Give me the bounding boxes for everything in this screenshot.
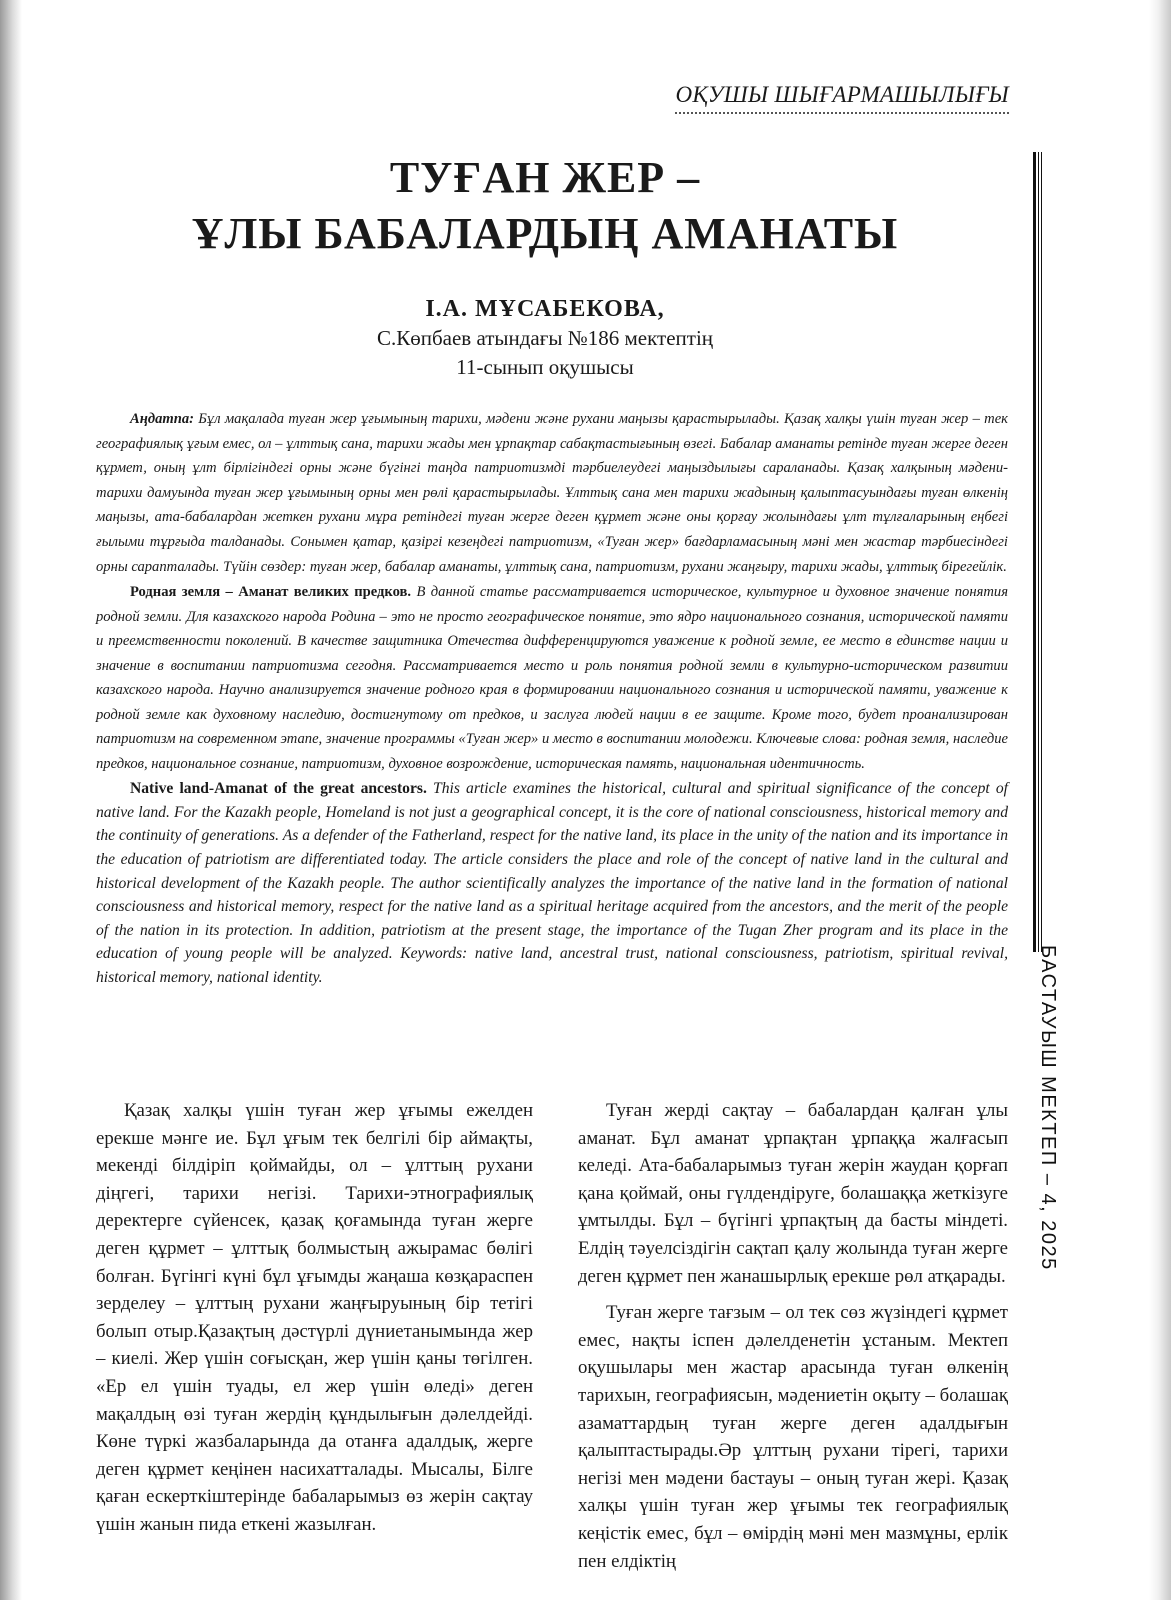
decorative-vertical-rule [1033, 152, 1043, 952]
author-affiliation-school: С.Көпбаев атындағы №186 мектептің [376, 326, 714, 350]
title-line-1: ТУҒАН ЖЕР – [389, 153, 701, 202]
title-line-2: ҰЛЫ БАБАЛАРДЫҢ АМАНАТЫ [191, 209, 899, 258]
body-paragraph: Қазақ халқы үшін туған жер ұғымы ежелден ерекше мәнге ие. Бұл ұғым тек белгілі бір аймақты, мекенді білдіріп қоймайды, ол – ұлттың рухани діңгегі, тарихи негізі. Тарихи-этнографиялық деректерге сүйенсек, қазақ қоғамында туған жерге деген құрмет – ұлттық болмыстың ажырамас бөлігі болған. Бүгінгі күні бұл ұғымды жаңаша көзқараспен зерделеу – ұлттың рухани жаңғыруының бір тетігі болып отыр.Қазақтың дәстүрлі дүниетанымында жер – киелі. Жер үшін соғысқан, жер үшін қаны төгілген. «Ер ел үшін туады, ел жер үшін өледі» деген мақалдың өзі туған жердің құндылығын дәлелдейді. Көне түркі жазбаларында да отанға адалдық, жерге деген құрмет кеңінен насихатталады. Мысалы, Білге қаған ескерткіштерінде бабаларымыз өз жерін сақтау үшін жанын пида еткені жазылған. [96, 1100, 533, 1535]
abstract-kazakh-text: Бұл мақалада туған жер ұғымының тарихи, мәдени және рухани маңызы қарастырылады. Қазақ халқы үшін туған жер – тек географиялық ұғым емес, ол – ұлттық сана, тарихи жады мен ұрпақтар сабақтастығының өзегі. Бабалар аманаты ретінде туған жерге деген құрмет, оның ұлт бірлігіндегі орны және бүгінгі таңда патриотизмді тәрбиелеудегі маңыздылығы сараланады. Қазақ халқының мәдени-тарихи дамуында туған жер ұғымының орны мен рөлі қарастырылады. Ұлттық сана мен тарихи жадының қалыптасуындағы туған өлкенің маңызы, ата-бабалардан жеткен рухани мұра ретіндегі туған жерге деген құрмет және оны қорғау жолындағы ұлт тұлғаларының еңбегі ғылыми тұрғыда талданады. Сонымен қатар, қазіргі кезеңдегі патриотизм, «Туған жер» бағдарламасының мәні мен жастар тәрбиесіндегі орны сарапталады. Түйін сөздер: туған жер, бабалар аманаты, ұлттық сана, патриотизм, рухани жаңғыру, тарихи жады, ұлттық бірегейлік. [96, 411, 1008, 575]
abstract-english [96, 777, 1008, 989]
body-paragraph: Туған жерді сақтау – бабалардан қалған ұлы аманат. Бұл аманат ұрпақтан ұрпаққа жалғасып келеді. Ата-бабаларымыз туған жерін жаудан қорғап қана қоймай, оны гүлдендіруге, болашаққа жеткізуге ұмтылды. Бұл – бүгінгі ұрпақтың да басты міндеті. Елдің тәуелсіздігін сақтап қалу жолында туған жерге деген құрмет пен жанашырлық ерекше рөл атқарады. [578, 1100, 1008, 1287]
article-title [96, 150, 994, 262]
abstract-russian [96, 580, 1008, 776]
section-header: ОҚУШЫ ШЫҒАРМАШЫЛЫҒЫ [675, 82, 1009, 114]
abstract-kazakh [96, 407, 1008, 579]
author-affiliation-grade: 11-сынып оқушысы [456, 355, 634, 379]
abstract-kazakh-lead: Аңдатпа: [130, 411, 194, 427]
body-paragraph: Туған жерге тағзым – ол тек сөз жүзіндегі құрмет емес, нақты іспен дәлелденетін ұстаным. Мектеп оқушылары мен жастар арасында туған өлкенің тарихын, географиясын, мәдениетін оқыту – болашақ азаматтардың туған жерге деген адалдығын қалыптастырады.Әр ұлттың рухани тірегі, тарихи негізі мен мәдени бастауы – оның туған жері. Қазақ халқы үшін туған жер ұғымы тек географиялық кеңістік емес, бұл – өмірдің мәні мен мазмұны, ерлік пен елдіктің [578, 1302, 1008, 1572]
abstract-english-text: This article examines the historical, cultural and spiritual significance of the concept of native land. For the Kazakh people, Homeland is not just a geographical concept, it is the core of national consciousness, historical memory and the continuity of generations. As a defender of the Fatherland, respect for the native land, its place in the unity of the nation and its importance in the education of patriotism are differentiated today. The article considers the place and role of the concept of native land in the cultural and historical development of the Kazakh people. The author scientifically analyzes the importance of the native land in the formation of national consciousness and historical memory, respect for the native land as a spiritual heritage acquired from the ancestors, and the merit of the people of the nation in its protection. In addition, patriotism at the present stage, the importance of the Tugan Zher program and its place in the education of young people will be analyzed. Keywords: native land, ancestral trust, national consciousness, patriotism, spiritual revival, historical memory, national identity. [96, 780, 1008, 986]
body-column-right [578, 1097, 1008, 1575]
author-block [96, 295, 994, 382]
body-column-left [96, 1097, 533, 1539]
page-edge-shadow-left [0, 0, 22, 1600]
author-name: І.А. МҰСАБЕКОВА, [425, 296, 665, 322]
abstract-english-lead: Native land-Amanat of the great ancestors. [130, 780, 427, 798]
abstract-russian-text: В данной статье рассматривается историческое, культурное и духовное значение понятия родной земли. Для казахского народа Родина – это не просто географическое понятие, это ядро национального сознания, исторической памяти и преемственности поколений. В качестве защитника Отечества дифференцируются уважение к родной земле, ее место в единстве нации и значение в воспитании патриотизма сегодня. Рассматривается место и роль понятия родной земли в культурно-историческом развитии казахского народа. Научно анализируется значение родного края в формировании национального сознания и исторической памяти, уважение к родной земле как духовному наследию, достигнутому от предков, и заслуга людей нации в ее защите. Кроме того, будет проанализирован патриотизм на современном этапе, значение программы «Туған жер» и место в воспитании молодежи. Ключевые слова: родная земля, наследие предков, национальное сознание, патриотизм, духовное возрождение, историческая память, национальная идентичность. [96, 584, 1008, 772]
abstract-russian-lead: Родная земля – Аманат великих предков. [130, 584, 412, 601]
journal-issue-label: БАСТАУЫШ МЕКТЕП – 4, 2025 [1037, 945, 1059, 1271]
page-edge-shadow-right [1149, 0, 1171, 1600]
abstracts [96, 407, 1008, 990]
